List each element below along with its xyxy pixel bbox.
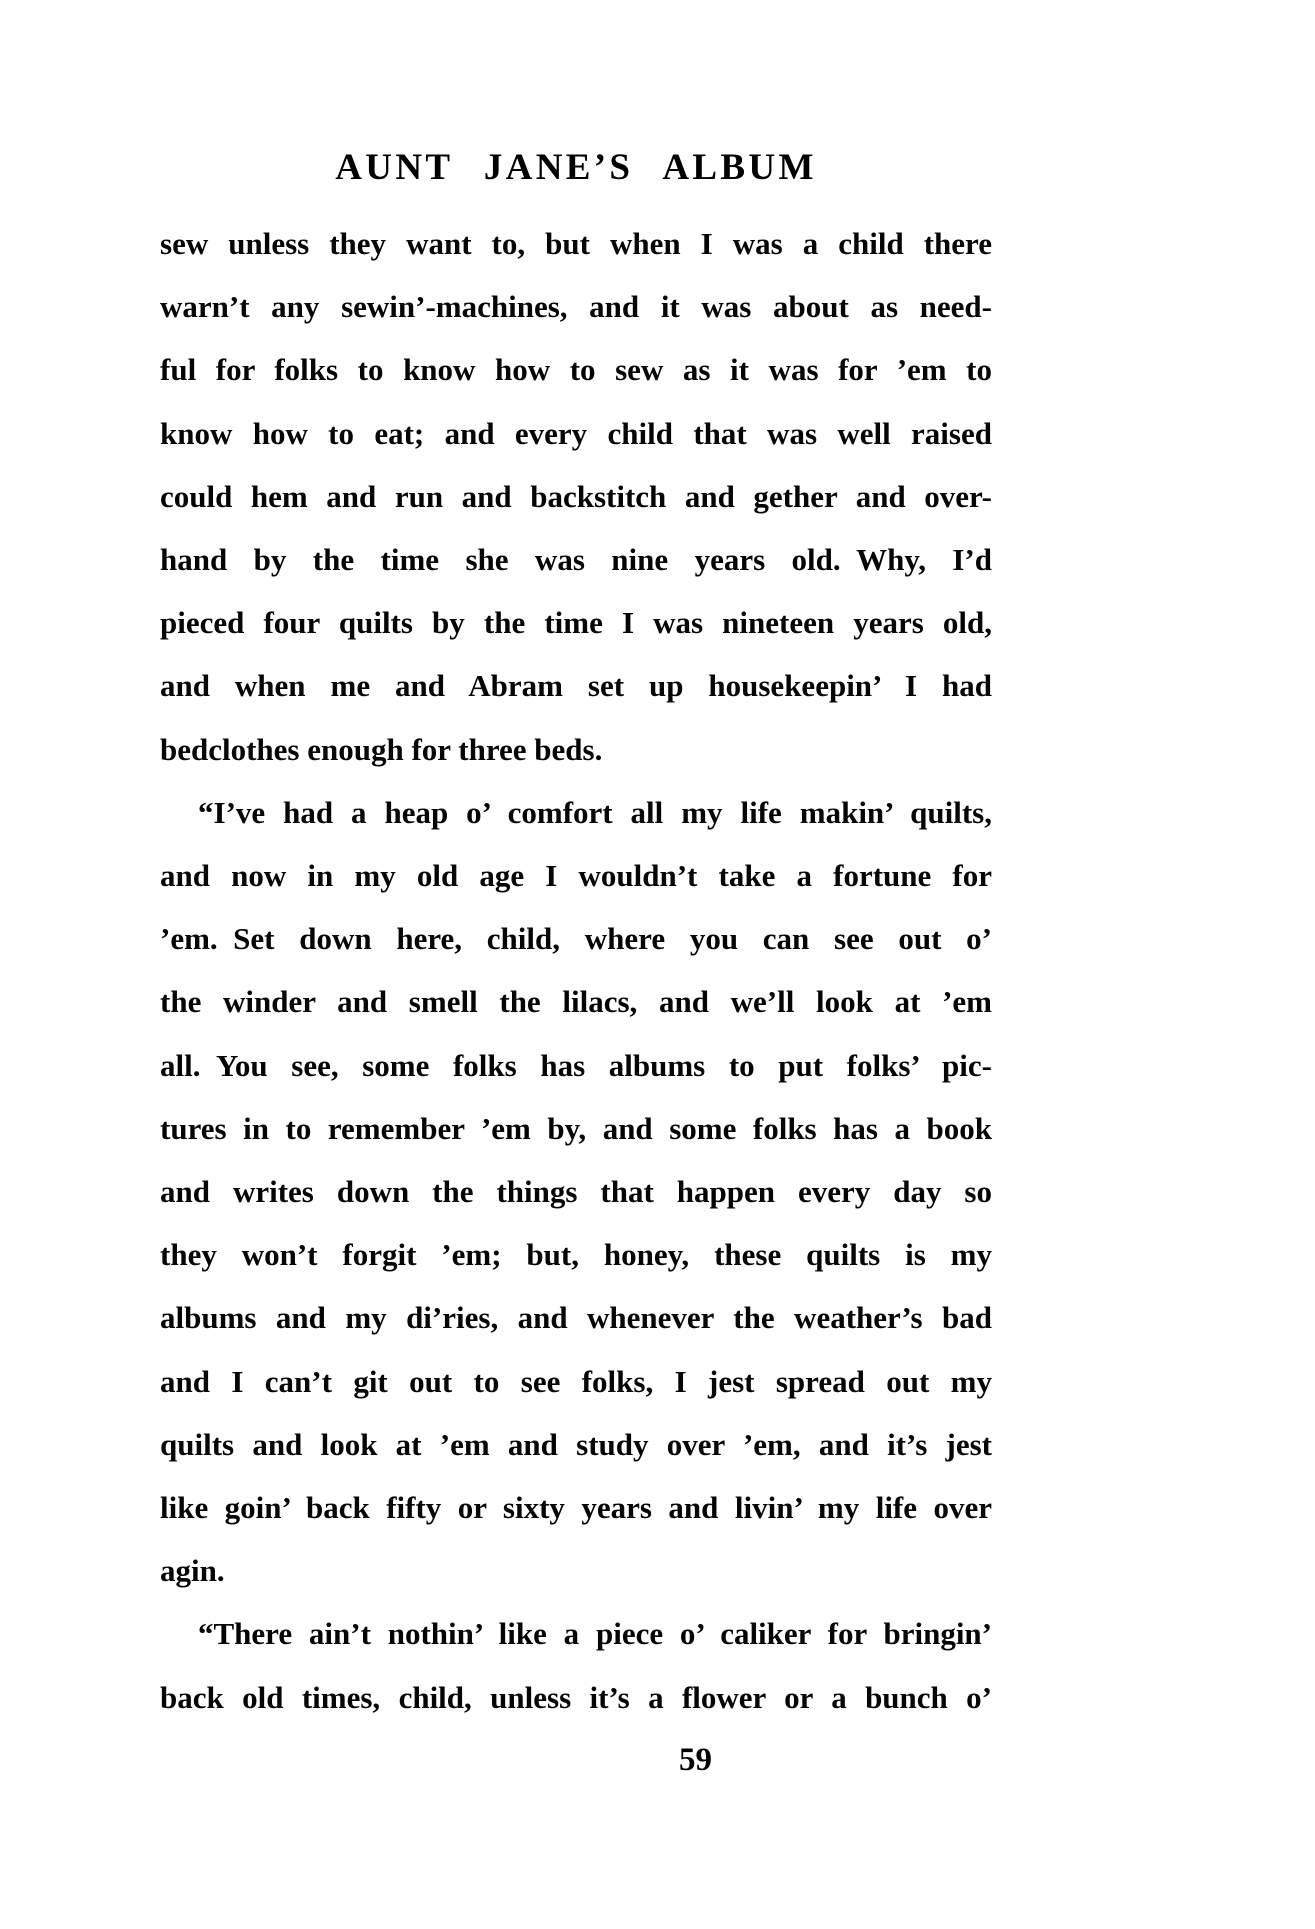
text-line: ful for folks to know how to sew as it was for ’em to [160,352,992,388]
text-line: and now in my old age I wouldn’t take a fortune for [160,858,992,894]
text-line: and I can’t git out to see folks, I jest spread out my [160,1363,992,1399]
paragraph [160,212,992,781]
text-line: warn’t any sewin’-machines, and it was about as need- [160,289,992,325]
text-line: “I’ve had a heap o’ comfort all my life makin’ quilts, [198,794,992,830]
text-line: the winder and smell the lilacs, and we’ll look at ’em [160,984,992,1020]
paragraph [160,781,992,1603]
text-line: pieced four quilts by the time I was nineteen years old, [160,605,992,641]
text-line: like goin’ back fifty or sixty years and livin’ my life over [160,1490,992,1526]
body-text [160,212,992,1729]
text-line: and when me and Abram set up housekeepin’ I had [160,668,992,704]
paragraph [160,1602,992,1728]
text-line: could hem and run and backstitch and gether and over- [160,478,992,514]
text-line: sew unless they want to, but when I was a child there [160,226,992,261]
text-line: bedclothes enough for three beds. [160,731,603,767]
text-line: tures in to remember ’em by, and some folks has a book [160,1110,992,1146]
text-line: all. You see, some folks has albums to put folks’ pic- [160,1047,992,1083]
page-number: 59 [679,1742,712,1778]
text-line: albums and my di’ries, and whenever the weather’s bad [160,1300,992,1336]
text-line: know how to eat; and every child that was well raised [160,415,992,451]
text-line: “There ain’t nothin’ like a piece o’ caliker for bringin’ [198,1616,992,1652]
text-line: back old times, child, unless it’s a flower or a bunch o’ [160,1679,992,1715]
text-line: agin. [160,1553,225,1589]
text-line: and writes down the things that happen every day so [160,1174,992,1210]
text-line: they won’t forgit ’em; but, honey, these quilts is my [160,1237,992,1273]
text-line: quilts and look at ’em and study over ’em, and it’s jest [160,1426,992,1462]
text-line: ’em. Set down here, child, where you can see out o’ [160,921,992,957]
text-line: hand by the time she was nine years old. Why, I’d [160,542,992,578]
running-head: AUNT JANE’S ALBUM [335,147,817,188]
